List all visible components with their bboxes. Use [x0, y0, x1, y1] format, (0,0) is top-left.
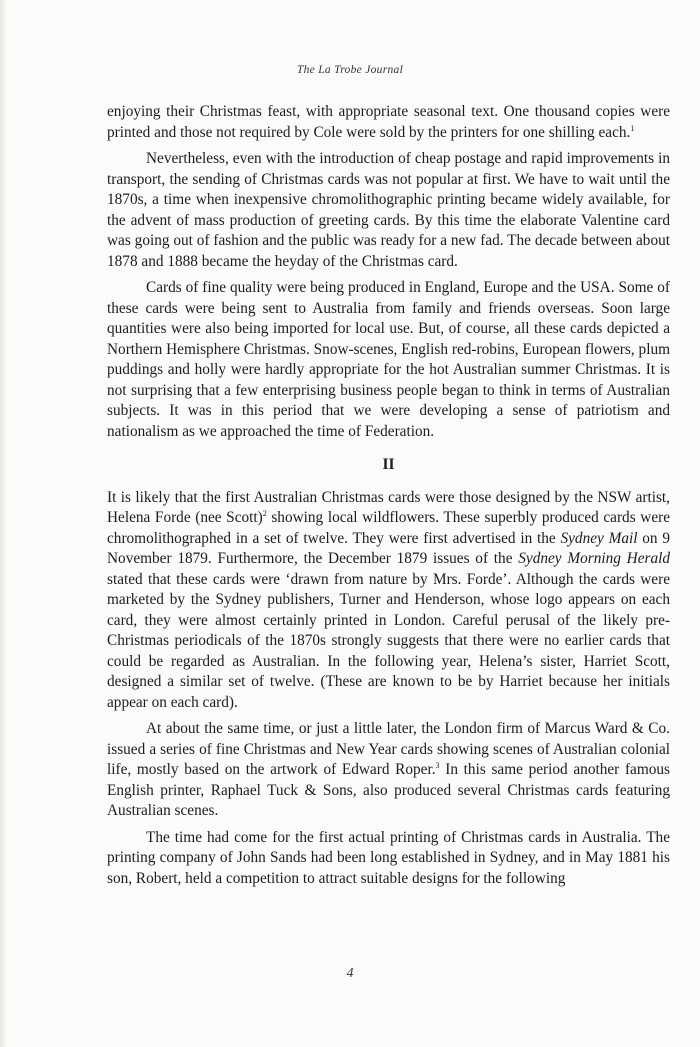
paragraph-3: Cards of fine quality were being produced in England, Europe and the USA. Some of these cards were being sent to Australia from family and friends overseas. Soon large quantities were also being imported for local use. But, of course, all these cards depicted a Northern Hemisphere Christmas. Snow-scenes, English red-robins, European flowers, plum puddings and holly were hardly appropriate for the hot Australian summer Christmas. It is not surprising that a few enterprising business people began to think in terms of Australian subjects. It was in this period that we were developing a sense of patriotism and nationalism as we approached the time of Federation. — [107, 279, 670, 440]
paragraph-4-text-b: showing local wildflowers. These superbly produced cards were chromolithographed in a set of twelve. They were first advertised in the — [107, 509, 670, 547]
paragraph-4-text-c: on 9 November 1879. Furthermore, the December 1879 issues of the — [107, 529, 671, 567]
running-head: The La Trobe Journal — [296, 64, 404, 76]
paragraph-5-text-b: In this same period another famous English printer, Raphael Tuck & Sons, also produced several Christmas cards featuring Australian scenes. — [107, 761, 670, 819]
paragraph-4 — [107, 488, 670, 714]
page-edge-shadow — [0, 0, 6, 1047]
publication-title-smh: Sydney Morning Herald — [518, 550, 671, 567]
paragraph-4-text-d: stated that these cards were ‘drawn from nature by Mrs. Forde’. Although the cards were marketed by the Sydney publishers, Turner and Henderson, whose logo appears on each card, they were almost certainly printed in London. Careful perusal of the likely pre-Christmas periodicals of the 1870s strongly suggests that there were no earlier cards that could be regarded as Australian. In the following year, Helena’s sister, Harriet Scott, designed a similar set of twelve. (These are known to be by Harriet because her initials appear on each card). — [107, 570, 670, 711]
footnote-ref-1: 1 — [630, 123, 635, 133]
paragraph-5 — [107, 719, 670, 822]
paragraph-6: The time had come for the first actual printing of Christmas cards in Australia. The printing company of John Sands had been long established in Sydney, and in May 1881 his son, Robert, held a competition to attract suitable designs for the following — [107, 828, 670, 887]
paragraph-5-text-a: At about the same time, or just a little later, the London firm of Marcus Ward & Co. issued a series of fine Christmas and New Year cards showing scenes of Australian colonial life, mostly based on the artwork of Edward Roper. — [107, 720, 670, 778]
section-heading: II — [382, 456, 395, 473]
paragraph-1 — [107, 102, 670, 143]
paragraph-2: Nevertheless, even with the introduction of cheap postage and rapid improvements in transport, the sending of Christmas cards was not popular at first. We have to wait until the 1870s, a time when inexpensive chromolithographic printing became widely available, for the advent of mass production of greeting cards. By this time the elaborate Valentine card was going out of fashion and the public was ready for a new fad. The decade between about 1878 and 1888 became the heyday of the Christmas card. — [107, 150, 670, 270]
page-number: 4 — [346, 966, 354, 981]
publication-title-sydney-mail: Sydney Mail — [560, 529, 638, 547]
body-text — [107, 102, 670, 889]
footnote-ref-3: 3 — [435, 760, 440, 770]
paragraph-4-text-a: It is likely that the first Australian Christmas cards were those designed by the NSW artist, Helena Forde (nee Scott) — [107, 488, 670, 526]
footnote-ref-2: 2 — [262, 508, 267, 518]
paragraph-1-text: enjoying their Christmas feast, with appropriate seasonal text. One thousand copies were printed and those not required by Cole were sold by the printers for one shilling each. — [107, 103, 670, 141]
